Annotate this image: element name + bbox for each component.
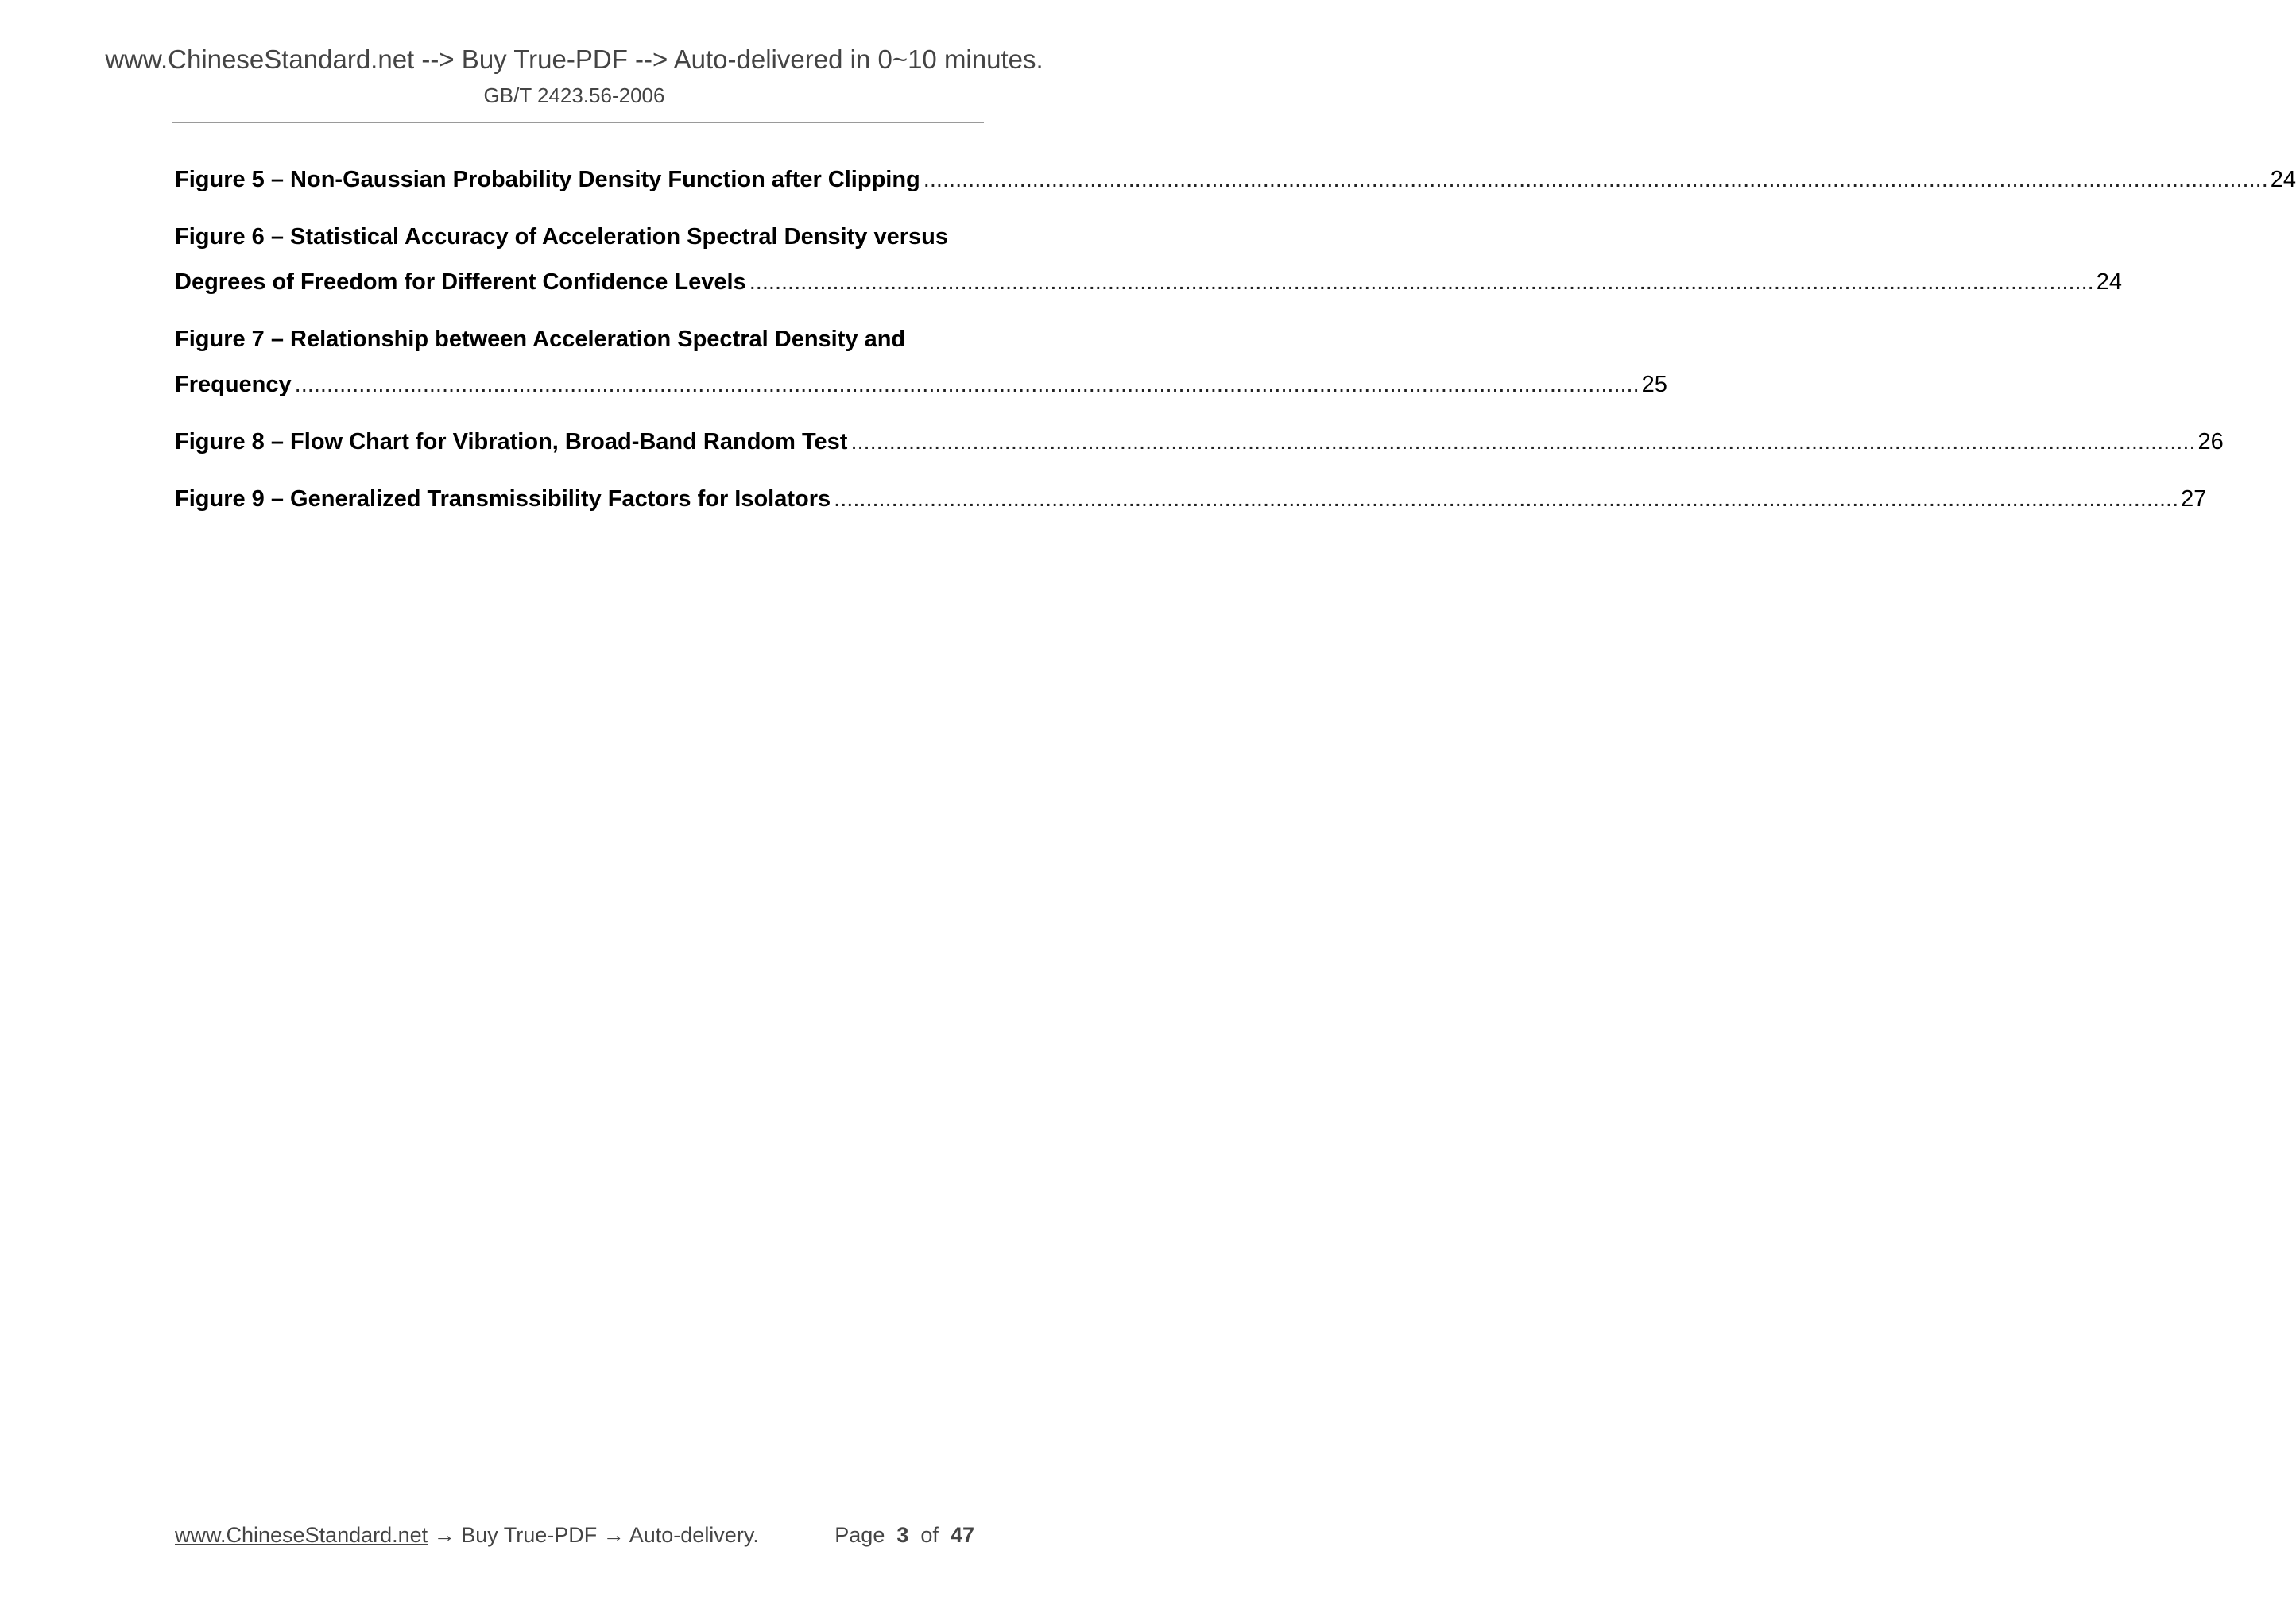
toc-entry-title: Figure 8 – Flow Chart for Vibration, Broad-Band Random Test [175,429,848,454]
toc-leader-dots: .................................................................................................................................................................................................................. [923,167,2268,192]
page-counter [834,1523,974,1548]
toc-leader-dots: .................................................................................................................................................................................................................. [294,372,1640,397]
total-page-number: 47 [950,1523,974,1547]
toc-entry-title: Figure 9 – Generalized Transmissibility Factors for Isolators [175,486,831,512]
footer-tagline: → Buy True-PDF → Auto-delivery. [428,1523,759,1547]
toc-leader-dots: .................................................................................................................................................................................................................. [850,429,2196,454]
toc-entry-page: 26 [2197,429,2224,454]
toc-entry-page: 25 [1641,372,1667,397]
page-label: Page [834,1523,885,1547]
toc-entry-figure-6-line1[interactable]: Figure 6 – Statistical Accuracy of Acceleration Spectral Density versus [175,224,948,249]
toc-entry-figure-9[interactable] [175,483,2207,515]
toc-entry-title: Degrees of Freedom for Different Confidence Levels [175,269,746,295]
toc-entry-page: 24 [2270,167,2296,192]
toc-entry-page: 24 [2096,269,2122,295]
header-banner: www.ChineseStandard.net --> Buy True-PDF --> Auto-delivered in 0~10 minutes. [105,44,1043,74]
toc-leader-dots: .................................................................................................................................................................................................................. [834,486,2179,512]
toc-entry-page: 27 [2181,486,2207,512]
page-footer [175,1523,974,1555]
page-of-label: of [920,1523,939,1547]
footer-links [175,1523,759,1548]
toc-entry-figure-7[interactable] [175,369,1667,400]
toc-entry-figure-7-line1[interactable]: Figure 7 – Relationship between Acceleration Spectral Density and [175,327,906,352]
footer-site-link[interactable]: www.ChineseStandard.net [175,1523,428,1547]
document-number: GB/T 2423.56-2006 [483,83,665,107]
current-page-number: 3 [896,1523,909,1547]
header-divider [172,122,984,123]
toc-leader-dots: .................................................................................................................................................................................................................. [749,269,2094,295]
toc-entry-figure-5[interactable] [175,164,2296,195]
toc-entry-title: Figure 5 – Non-Gaussian Probability Density Function after Clipping [175,167,920,192]
toc-entry-title: Frequency [175,372,292,397]
toc-entry-figure-8[interactable] [175,426,2224,458]
toc-entry-figure-6[interactable] [175,266,2122,298]
